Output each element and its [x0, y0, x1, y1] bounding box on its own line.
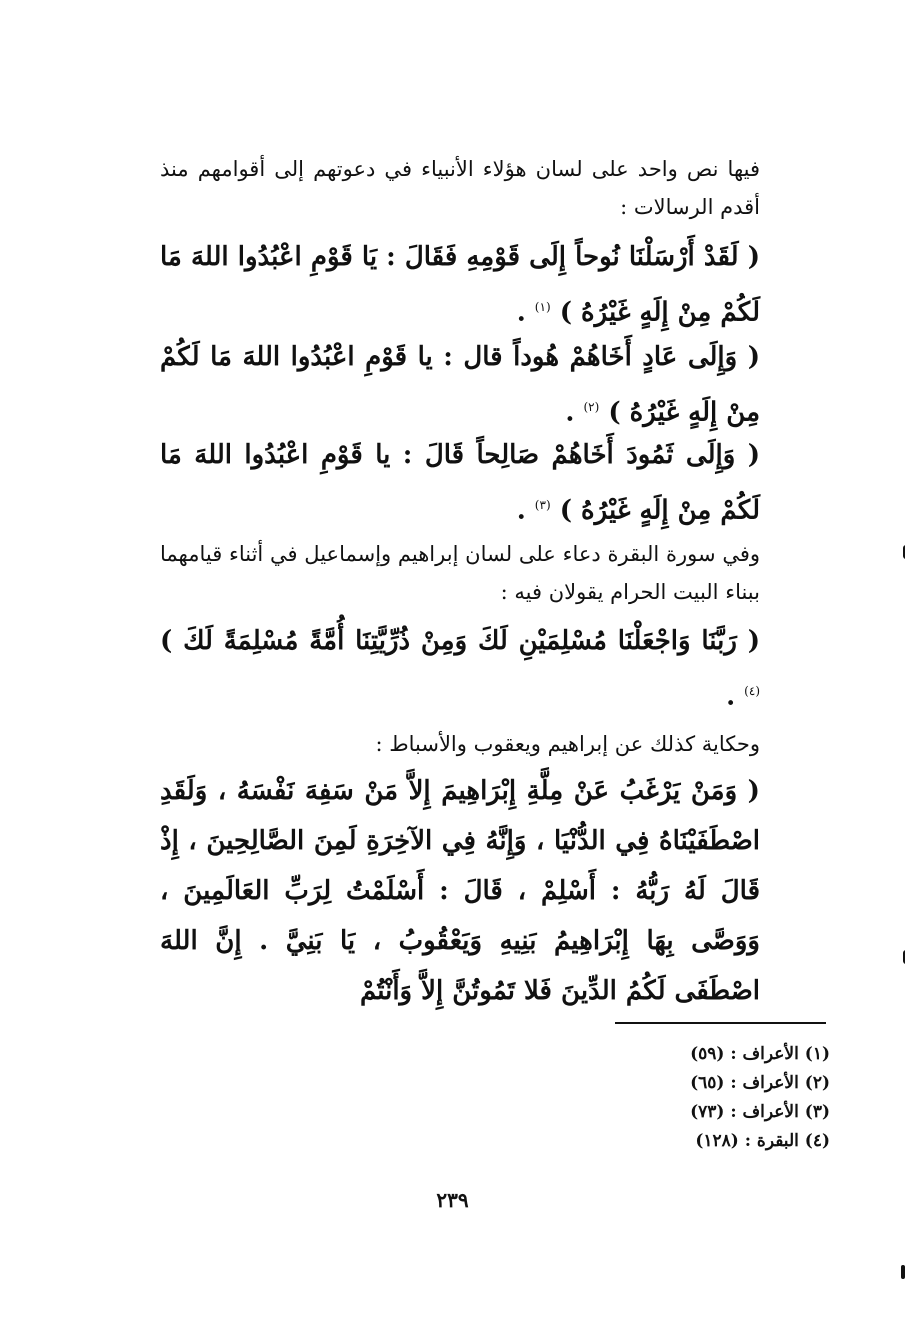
verse-nuh-end: . [516, 297, 535, 328]
verse-thamud-footnote-ref: (٣) [534, 498, 551, 512]
verse-ad-end: . [565, 397, 584, 428]
verse-nuh-footnote-ref: (١) [534, 300, 551, 314]
footnote-4: (٤) البقرة : (١٢٨) [695, 1131, 830, 1151]
verse-thamud-text: ( وَإِلَى ثَمُودَ أَخَاهُمْ صَالِحاً قَالَ : يا قَوْمِ اعْبُدُوا اللهَ مَا لَكُمْ مِنْ إِلَهٍ غَيْرُهُ ) [160, 440, 760, 526]
baqara-intro-text: وفي سورة البقرة دعاء على لسان إبراهيم وإسماعيل في أثناء قيامهما ببناء البيت الحرام يقولان فيه : [160, 542, 760, 604]
verse-millat-ibrahim-text: ( وَمَنْ يَرْغَبُ عَنْ مِلَّةِ إِبْرَاهِيمَ إِلاَّ مَنْ سَفِهَ نَفْسَهُ ، وَلَقَدِ اصْطَفَيْنَاهُ فِي الدُّنْيَا ، وَإِنَّهُ فِي الآخِرَةِ لَمِنَ الصَّالِحِينَ ، إِذْ قَالَ لَهُ رَبُّهُ : أَسْلِمْ ، قَالَ : أَسْلَمْتُ لِرَبِّ العَالَمِينَ ، وَوَصَّى بِهَا إِبْرَاهِيمُ بَنِيهِ وَيَعْقُوبُ ، يَا بَنِيَّ . إِنَّ اللهَ اصْطَفَى لَكُمُ الدِّينَ فَلا تَمُوتُنَّ إِلاَّ وَأَنْتُمْ [160, 776, 760, 1006]
verse-ibrahim-ismail-end: . [726, 681, 745, 712]
verse-ad-text: ( وَإِلَى عَادٍ أَخَاهُمْ هُوداً قال : يا قَوْمِ اعْبُدُوا اللهَ مَا لَكُمْ مِنْ إِلَهٍ غَيْرُهُ ) [160, 342, 760, 428]
baqara-intro-paragraph [160, 535, 760, 611]
verse-thamud [160, 430, 760, 536]
yaqub-intro-paragraph [160, 725, 760, 763]
intro-paragraph-text: فيها نص واحد على لسان هؤلاء الأنبياء في دعوتهم إلى أقوامهم منذ أقدم الرسالات : [160, 157, 760, 219]
page-number: ٢٣٩ [436, 1188, 469, 1212]
verse-nuh [160, 232, 760, 338]
footnote-1: (١) الأعراف : (٥٩) [690, 1044, 830, 1064]
verse-ibrahim-ismail [160, 616, 760, 722]
footnotes [530, 1040, 830, 1156]
verse-nuh-text: ( لَقَدْ أَرْسَلْنَا نُوحاً إِلَى قَوْمِهِ فَقَالَ : يَا قَوْمِ اعْبُدُوا اللهَ مَا لَكُمْ مِنْ إِلَهٍ غَيْرُهُ ) [160, 242, 760, 328]
yaqub-intro-text: وحكاية كذلك عن إبراهيم ويعقوب والأسباط : [375, 732, 760, 756]
verse-thamud-end: . [516, 495, 535, 526]
verse-ad-footnote-ref: (٢) [583, 400, 600, 414]
footnote-2: (٢) الأعراف : (٦٥) [690, 1073, 830, 1093]
intro-paragraph [160, 150, 760, 226]
verse-ibrahim-ismail-footnote-ref: (٤) [744, 684, 760, 698]
footnote-divider [615, 1022, 826, 1024]
footnote-3: (٣) الأعراف : (٧٣) [690, 1102, 830, 1122]
verse-ibrahim-ismail-text: ( رَبَّنَا وَاجْعَلْنَا مُسْلِمَيْنِ لَكَ وَمِنْ ذُرِّيَّتِنَا أُمَّةً مُسْلِمَةً لَكَ ) [160, 626, 760, 656]
scan-margin-mark [901, 1265, 905, 1279]
verse-ad [160, 332, 760, 438]
verse-millat-ibrahim [160, 766, 760, 1016]
